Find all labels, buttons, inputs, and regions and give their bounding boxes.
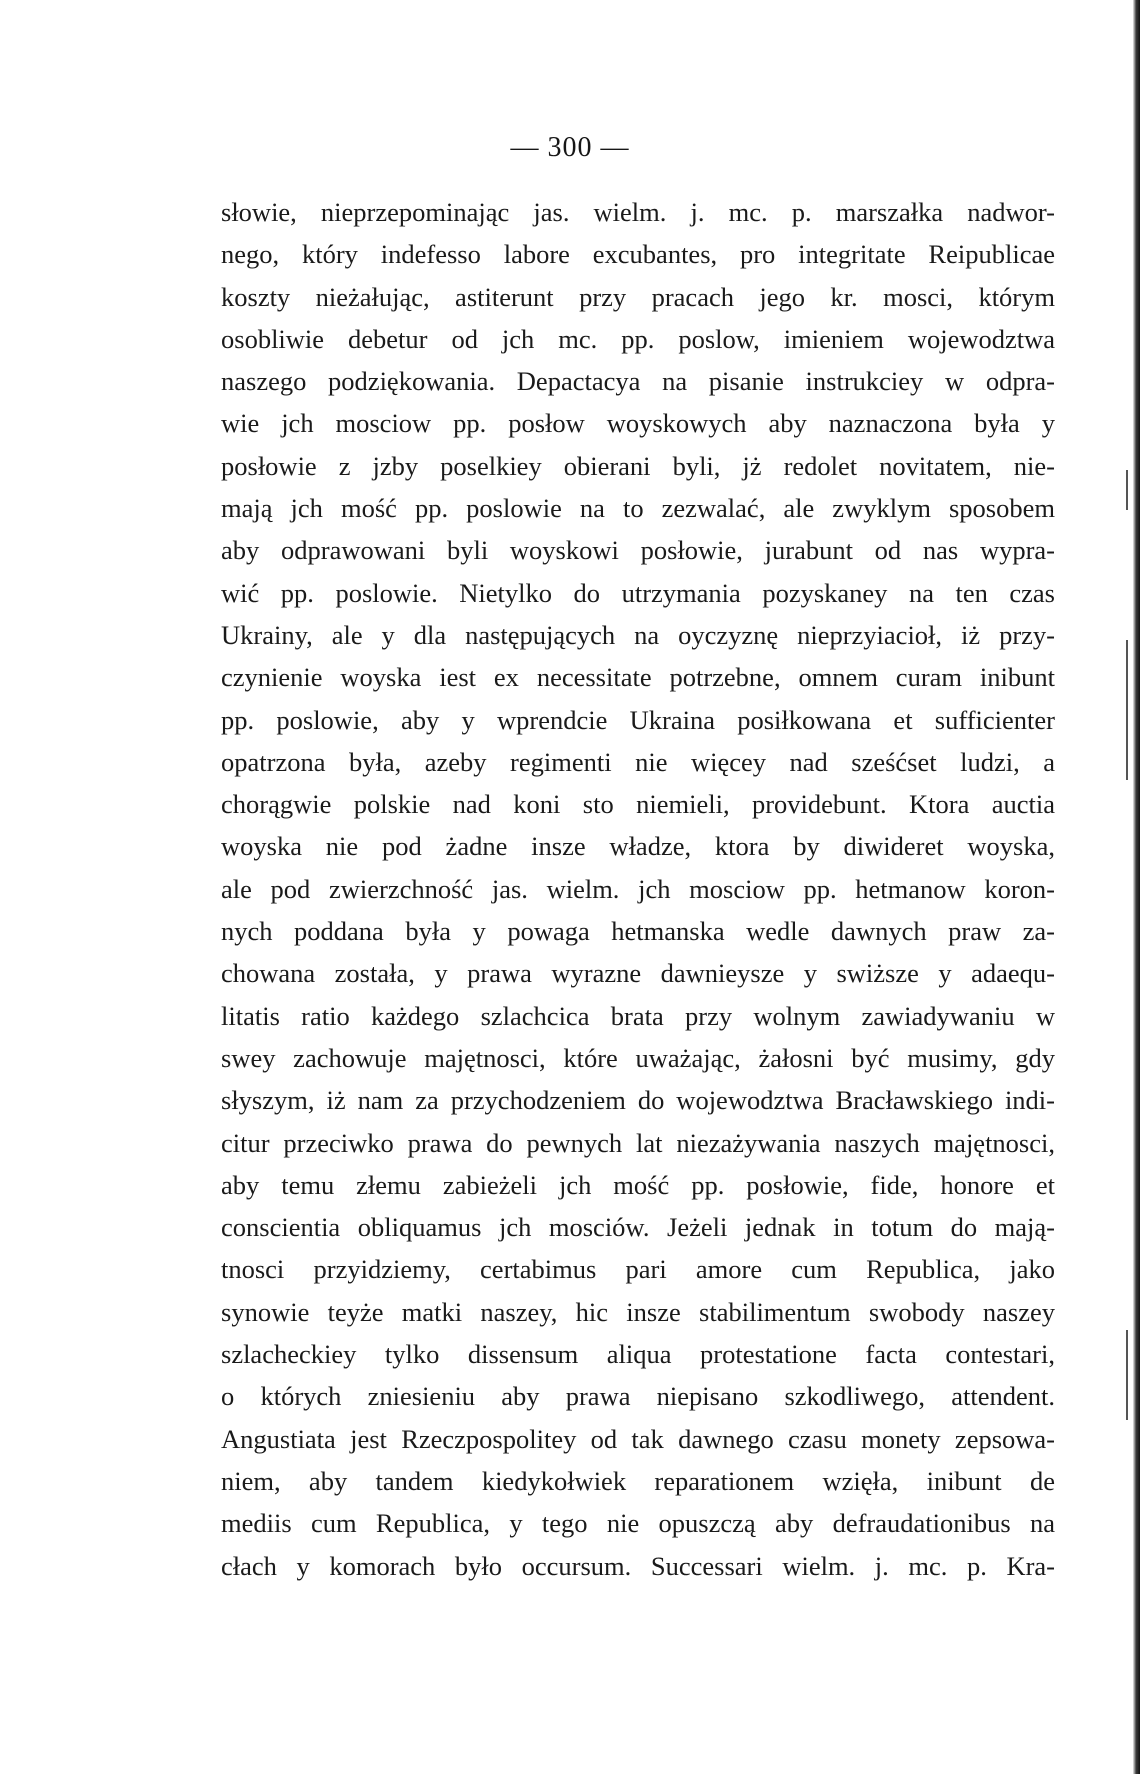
text-line: słowie, nieprzepominając jas. wielm. j. mc. p. marszałka nadwor- bbox=[221, 197, 1055, 227]
edge-mark bbox=[1126, 640, 1128, 780]
text-line: litatis ratio każdego szlachcica brata przy wolnym zawiadywaniu w bbox=[221, 1000, 1055, 1031]
text-line: niem, aby tandem kiedykołwiek reparationem wzięła, inibunt de bbox=[221, 1465, 1055, 1496]
text-line: nego, który indefesso labore excubantes, pro integritate Reipublicae bbox=[221, 239, 1055, 270]
edge-mark bbox=[1126, 470, 1128, 510]
text-line: chowana została, y prawa wyrazne dawnieysze y swiższe y adaequ- bbox=[221, 958, 1055, 989]
text-line: pp. poslowie, aby y wprendcie Ukraina posiłkowana et sufficienter bbox=[221, 704, 1055, 735]
text-line: opatrzona była, azeby regimenti nie więcey nad sześćset ludzi, a bbox=[221, 746, 1055, 777]
text-line: synowie teyże matki naszey, hic insze stabilimentum swobody naszey bbox=[221, 1296, 1055, 1327]
text-line: Angustiata jest Rzeczpospolitey od tak dawnego czasu monety zepsowa- bbox=[221, 1423, 1055, 1454]
text-line: aby odprawowani byli woyskowi posłowie, jurabunt od nas wypra- bbox=[221, 535, 1055, 566]
text-line: osobliwie debetur od jch mc. pp. poslow, imieniem wojewodztwa bbox=[221, 323, 1055, 354]
text-line: Ukrainy, ale y dla następujących na oyczyznę nieprzyiacioł, iż przy- bbox=[221, 619, 1055, 650]
text-line: citur przeciwko prawa do pewnych lat niezażywania naszych majętnosci, bbox=[221, 1127, 1055, 1158]
text-line: czynienie woyska iest ex necessitate potrzebne, omnem curam inibunt bbox=[221, 662, 1055, 693]
text-line: o których zniesieniu aby prawa niepisano szkodliwego, attendent. bbox=[221, 1381, 1055, 1412]
text-line: nych poddana była y powaga hetmanska wedle dawnych praw za- bbox=[221, 916, 1055, 947]
page-number: — 300 — bbox=[510, 132, 630, 163]
text-line: naszego podziękowania. Depactacya na pisanie instrukciey w odpra- bbox=[221, 366, 1055, 397]
text-line: conscientia obliquamus jch mosciów. Jeżeli jednak in totum do mają- bbox=[221, 1212, 1055, 1243]
text-line: swey zachowuje majętnosci, które uważając, żałosni być musimy, gdy bbox=[221, 1042, 1055, 1073]
text-line: aby temu złemu zabieżeli jch mość pp. posłowie, fide, honore et bbox=[221, 1169, 1055, 1200]
text-line: ale pod zwierzchność jas. wielm. jch mosciow pp. hetmanow koron- bbox=[221, 873, 1055, 904]
text-line: tnosci przyidziemy, certabimus pari amore cum Republica, jako bbox=[221, 1254, 1055, 1285]
text-line: cłach y komorach było occursum. Successari wielm. j. mc. p. Kra- bbox=[221, 1550, 1055, 1581]
text-line: chorągwie polskie nad koni sto niemieli, providebunt. Ktora auctia bbox=[221, 789, 1055, 820]
text-line: mają jch mość pp. poslowie na to zezwalać, ale zwyklym sposobem bbox=[221, 493, 1055, 524]
text-line: woyska nie pod żadne insze władze, ktora by diwideret woyska, bbox=[221, 831, 1055, 862]
text-line: słyszym, iż nam za przychodzeniem do wojewodztwa Bracławskiego indi- bbox=[221, 1085, 1055, 1116]
text-line: posłowie z jzby poselkiey obierani byli, jż redolet novitatem, nie- bbox=[221, 450, 1055, 481]
body-text bbox=[221, 191, 1055, 1587]
text-line: szlacheckiey tylko dissensum aliqua protestatione facta contestari, bbox=[221, 1339, 1055, 1370]
edge-mark bbox=[1126, 1330, 1128, 1420]
page-binding-edge bbox=[1133, 0, 1140, 1774]
text-line: wić pp. poslowie. Nietylko do utrzymania pozyskaney na ten czas bbox=[221, 577, 1055, 608]
text-line: mediis cum Republica, y tego nie opuszczą aby defraudationibus na bbox=[221, 1508, 1055, 1539]
text-line: koszty nieżałując, astiterunt przy pracach jego kr. mosci, którym bbox=[221, 281, 1055, 312]
text-line: wie jch mosciow pp. posłow woyskowych aby naznaczona była y bbox=[221, 408, 1055, 439]
